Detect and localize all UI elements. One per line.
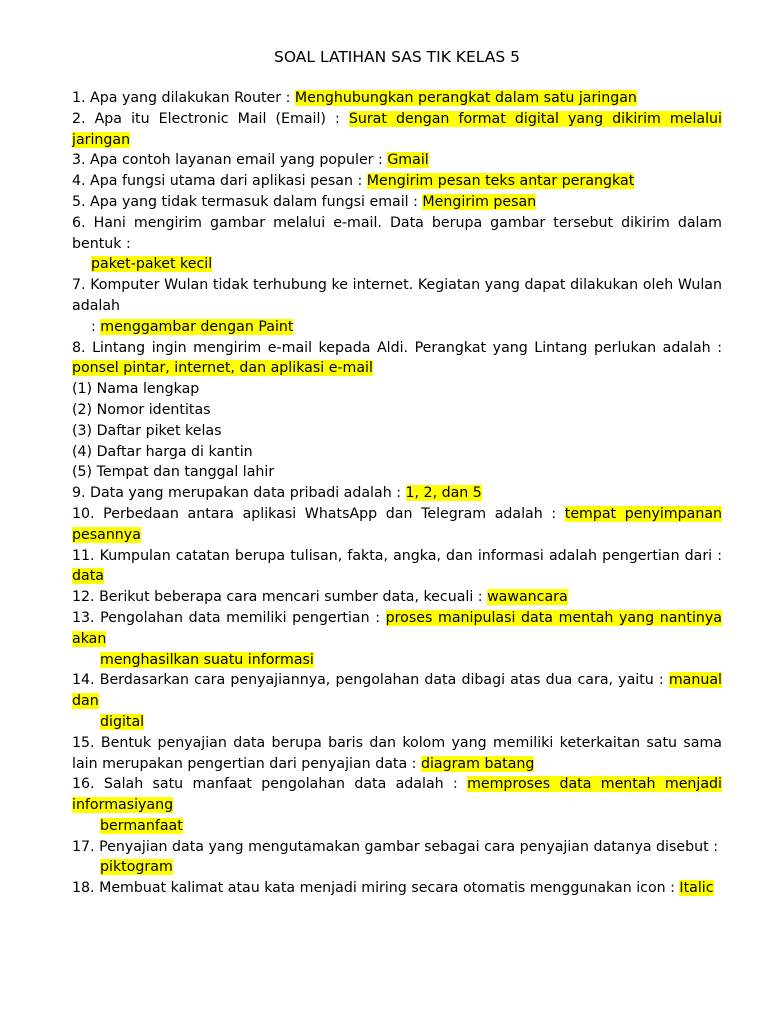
question-text: 8. Lintang ingin mengirim e-mail kepada Aldi. Perangkat yang Lintang perlukan adalah : xyxy=(72,339,722,356)
question-text: 6. Hani mengirim gambar melalui e-mail. Data berupa gambar tersebut dikirim dalam bentuk : xyxy=(72,214,722,252)
question-5 xyxy=(72,192,722,213)
question-13 xyxy=(72,608,722,650)
question-9 xyxy=(72,483,722,504)
answer-highlight: bermanfaat xyxy=(100,817,183,834)
document-title: SOAL LATIHAN SAS TIK KELAS 5 xyxy=(274,48,520,66)
question-text: 14. Berdasarkan cara penyajiannya, pengolahan data dibagi atas dua cara, yaitu : xyxy=(72,672,669,689)
answer-highlight: Mengirim pesan teks antar perangkat xyxy=(366,173,635,190)
question-text: 12. Berikut beberapa cara mencari sumber data, kecuali : xyxy=(72,589,488,606)
answer-highlight: Gmail xyxy=(387,152,429,169)
answer-highlight: tempat penyimpanan pesannya xyxy=(72,505,722,543)
option-item: (3) Daftar piket kelas xyxy=(72,422,222,439)
question-14 xyxy=(72,670,722,712)
question-text: 10. Perbedaan antara aplikasi WhatsApp dan Telegram adalah : xyxy=(72,505,565,522)
answer-line xyxy=(72,317,722,338)
answer-highlight: proses manipulasi data mentah yang nantinya akan xyxy=(72,609,723,647)
question-4 xyxy=(72,171,722,192)
answer-highlight: paket-paket kecil xyxy=(91,256,213,273)
answer-line xyxy=(72,816,722,837)
question-text: 16. Salah satu manfaat pengolahan data adalah : xyxy=(72,776,468,793)
option-item: (5) Tempat dan tanggal lahir xyxy=(72,464,275,481)
answer-highlight: ponsel pintar, internet, dan aplikasi e-mail xyxy=(72,360,373,377)
question-2 xyxy=(72,109,722,151)
answer-prefix: : xyxy=(91,318,101,335)
answer-highlight: memproses data mentah menjadi informasiyang xyxy=(72,776,722,814)
question-text: 1. Apa yang dilakukan Router : xyxy=(72,90,295,106)
question-text: 9. Data yang merupakan data pribadi adalah : xyxy=(72,485,406,502)
answer-highlight: diagram batang xyxy=(420,755,535,772)
answer-line xyxy=(72,254,722,275)
answer-highlight: menghasilkan suatu informasi xyxy=(100,651,314,668)
question-17 xyxy=(72,837,722,858)
question-text: 3. Apa contoh layanan email yang populer : xyxy=(72,152,388,169)
question-11 xyxy=(72,546,722,588)
answer-highlight: 1, 2, dan 5 xyxy=(405,485,482,502)
question-3 xyxy=(72,150,722,171)
answer-highlight: manual dan xyxy=(72,672,722,710)
question-12 xyxy=(72,587,722,608)
option-item: (2) Nomor identitas xyxy=(72,401,211,418)
answer-highlight: piktogram xyxy=(100,859,173,876)
question-16 xyxy=(72,774,722,816)
question-1 xyxy=(72,88,722,109)
answer-line xyxy=(72,712,722,733)
answer-highlight: Surat dengan format digital yang dikirim melalui jaringan xyxy=(72,110,722,148)
question-text: 4. Apa fungsi utama dari aplikasi pesan : xyxy=(72,173,367,190)
question-text: 7. Komputer Wulan tidak terhubung ke internet. Kegiatan yang dapat dilakukan oleh Wulan adalah xyxy=(72,277,722,314)
question-text: 5. Apa yang tidak termasuk dalam fungsi email : xyxy=(72,193,423,210)
question-text: 11. Kumpulan catatan berupa tulisan, fakta, angka, dan informasi adalah pengertian dari : xyxy=(72,547,722,564)
answer-line xyxy=(72,857,722,878)
question-8 xyxy=(72,338,722,380)
answer-highlight: menggambar dengan Paint xyxy=(100,318,294,335)
answer-highlight: Mengirim pesan xyxy=(422,193,537,210)
document-page xyxy=(72,46,722,899)
question-text: 18. Membuat kalimat atau kata menjadi miring secara otomatis menggunakan icon : xyxy=(72,880,680,897)
question-6 xyxy=(72,213,722,255)
answer-highlight: Italic xyxy=(679,880,714,897)
question-text: 13. Pengolahan data memiliki pengertian : xyxy=(72,609,386,626)
answer-highlight: wawancara xyxy=(487,589,568,606)
option-item: (4) Daftar harga di kantin xyxy=(72,443,253,460)
question-list xyxy=(72,88,722,899)
question-10 xyxy=(72,504,722,546)
answer-highlight: digital xyxy=(100,713,145,730)
question-15 xyxy=(72,733,722,775)
question-7 xyxy=(72,275,722,317)
question-text: 15. Bentuk penyajian data berupa baris dan kolom yang memiliki keterkaitan satu sama lain merupakan pengertian dari penyajian data : xyxy=(72,734,722,772)
option-item: (1) Nama lengkap xyxy=(72,381,200,398)
answer-highlight: Menghubungkan perangkat dalam satu jaringan xyxy=(294,90,637,106)
question-text: 17. Penyajian data yang mengutamakan gambar sebagai cara penyajian datanya disebut : xyxy=(72,838,718,855)
question-text: 2. Apa itu Electronic Mail (Email) : xyxy=(72,110,349,127)
answer-highlight: data xyxy=(72,568,104,585)
question-18 xyxy=(72,878,722,899)
answer-line xyxy=(72,650,722,671)
